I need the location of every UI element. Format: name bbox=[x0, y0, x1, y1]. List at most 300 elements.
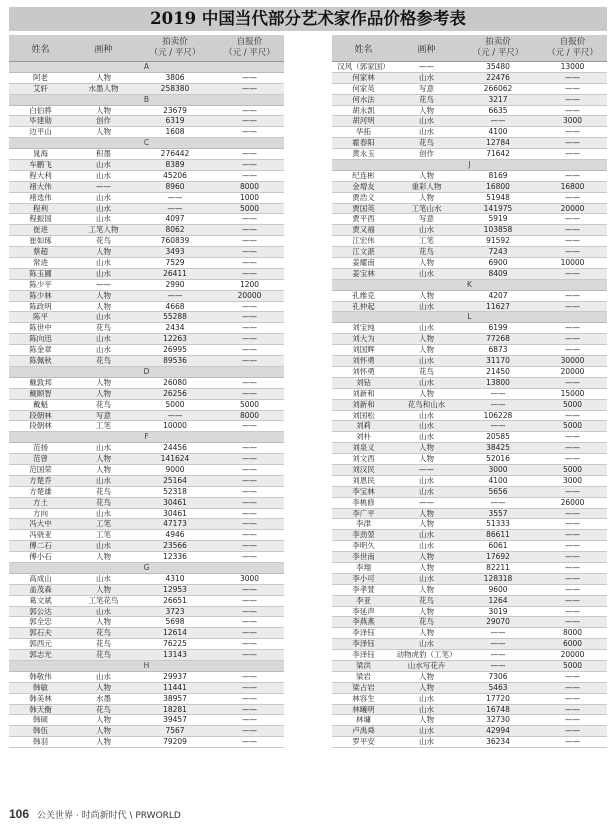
artist-name: 华拓 bbox=[356, 127, 371, 137]
table-row bbox=[9, 628, 284, 639]
table-row bbox=[9, 552, 284, 563]
self-price: —— bbox=[565, 443, 580, 453]
table-row bbox=[9, 683, 284, 694]
artist-name: 方楚乔 bbox=[29, 475, 52, 485]
auction-price: 3217 bbox=[488, 94, 508, 104]
painting-type: 人物 bbox=[96, 552, 111, 562]
painting-type: 山水 bbox=[96, 573, 111, 583]
self-price: —— bbox=[242, 421, 257, 431]
self-price: 20000 bbox=[560, 366, 585, 376]
painting-type: 花鸟 bbox=[419, 366, 434, 376]
self-price: 10000 bbox=[560, 258, 585, 268]
painting-type: 人物 bbox=[419, 562, 434, 572]
self-price: —— bbox=[565, 225, 580, 235]
artist-name: 陈向迅 bbox=[29, 334, 52, 344]
artist-name: 段朝林 bbox=[29, 410, 52, 420]
auction-price: 6635 bbox=[488, 105, 508, 115]
table-row bbox=[9, 258, 284, 269]
artist-name: 李世南 bbox=[352, 552, 375, 562]
auction-price: 5698 bbox=[165, 617, 185, 627]
painting-type: 人物 bbox=[419, 454, 434, 464]
self-price: —— bbox=[565, 410, 580, 420]
self-price: —— bbox=[242, 486, 257, 496]
painting-type: 人物 bbox=[419, 105, 434, 115]
artist-name: 刘钻 bbox=[356, 377, 371, 387]
artist-name: 陈政明 bbox=[29, 301, 52, 311]
table-row bbox=[9, 269, 284, 280]
auction-price: 5919 bbox=[488, 214, 508, 224]
table-row bbox=[332, 193, 607, 204]
auction-price: 258380 bbox=[160, 83, 190, 93]
self-price: —— bbox=[242, 83, 257, 93]
table-row bbox=[9, 312, 284, 323]
letter-divider: H bbox=[9, 661, 284, 672]
artist-name: 何家林 bbox=[352, 72, 375, 82]
header-self-title: 自报价 bbox=[559, 37, 586, 47]
artist-name: 戴顺智 bbox=[29, 388, 52, 398]
table-row bbox=[9, 323, 284, 334]
self-price: 5000 bbox=[562, 660, 583, 670]
self-price: —— bbox=[242, 628, 257, 638]
painting-type: 积墨 bbox=[96, 149, 111, 159]
auction-price: 38425 bbox=[486, 443, 510, 453]
table-row bbox=[9, 345, 284, 356]
auction-price: —— bbox=[167, 290, 183, 300]
auction-price: 51948 bbox=[486, 192, 510, 202]
artist-name: 江文湛 bbox=[352, 247, 375, 257]
artist-name: 陈玉圃 bbox=[29, 268, 52, 278]
artist-name: 李宝林 bbox=[352, 486, 375, 496]
self-price: —— bbox=[565, 214, 580, 224]
table-row bbox=[332, 726, 607, 737]
self-price: —— bbox=[242, 214, 257, 224]
painting-type: 人物 bbox=[96, 290, 111, 300]
artist-name: 孔维克 bbox=[352, 290, 375, 300]
artist-name: 阿老 bbox=[33, 72, 48, 82]
self-price: —— bbox=[242, 72, 257, 82]
artist-name: 金增友 bbox=[352, 181, 375, 191]
painting-type: 水墨人物 bbox=[88, 83, 119, 93]
auction-price: 3557 bbox=[488, 508, 508, 518]
artist-name: 韩天衡 bbox=[29, 704, 52, 714]
table-row bbox=[9, 411, 284, 422]
artist-name: 陈少平 bbox=[29, 279, 52, 289]
letter-divider: C bbox=[9, 138, 284, 149]
painting-type: 山水 bbox=[96, 671, 111, 681]
self-price: —— bbox=[242, 225, 257, 235]
self-price: —— bbox=[242, 682, 257, 692]
painting-type: 人物 bbox=[96, 617, 111, 627]
artist-name: 郭公达 bbox=[29, 606, 52, 616]
auction-price: 5000 bbox=[165, 399, 185, 409]
table-row bbox=[9, 106, 284, 117]
table-row bbox=[9, 574, 284, 585]
painting-type: 人物 bbox=[96, 105, 111, 115]
table-row bbox=[332, 84, 607, 95]
auction-price: 55288 bbox=[163, 312, 187, 322]
painting-type: 山水 bbox=[96, 606, 111, 616]
painting-type: 动物虎豹（工笔） bbox=[396, 650, 457, 660]
table-row bbox=[9, 443, 284, 454]
artist-name: 范曾 bbox=[33, 454, 48, 464]
painting-type: 山水 bbox=[419, 693, 434, 703]
auction-price: 17692 bbox=[486, 552, 510, 562]
auction-price: 10000 bbox=[163, 421, 187, 431]
painting-type: 花鸟 bbox=[419, 138, 434, 148]
painting-type: 山水 bbox=[419, 268, 434, 278]
self-price: 20000 bbox=[237, 290, 262, 300]
table-row bbox=[332, 138, 607, 149]
auction-price: —— bbox=[490, 421, 506, 431]
table-row bbox=[332, 247, 607, 258]
artist-name: 李孝萱 bbox=[352, 584, 375, 594]
self-price: —— bbox=[242, 116, 257, 126]
table-header bbox=[332, 35, 607, 62]
self-price: —— bbox=[242, 530, 257, 540]
table-row bbox=[332, 552, 607, 563]
table-row bbox=[332, 509, 607, 520]
letter-divider: D bbox=[9, 367, 284, 378]
header-self-unit: （元 / 平尺） bbox=[224, 48, 275, 58]
artist-name: 李燕燕 bbox=[352, 617, 375, 627]
artist-name: 贾国英 bbox=[352, 203, 375, 213]
self-price: —— bbox=[242, 258, 257, 268]
painting-type: 人物 bbox=[96, 388, 111, 398]
page-footer bbox=[9, 806, 181, 822]
table-row bbox=[9, 73, 284, 84]
auction-price: 52318 bbox=[163, 486, 187, 496]
painting-type: 山水 bbox=[96, 192, 111, 202]
table-row bbox=[9, 487, 284, 498]
painting-type: 花鸟 bbox=[419, 247, 434, 257]
artist-name: 边平山 bbox=[29, 127, 52, 137]
self-price: 5000 bbox=[562, 399, 583, 409]
self-price: 13000 bbox=[560, 62, 585, 71]
table-row bbox=[332, 563, 607, 574]
artist-name: 崔如琢 bbox=[29, 236, 52, 246]
artist-name: 纪连彬 bbox=[352, 170, 375, 180]
auction-price: 9600 bbox=[488, 584, 508, 594]
table-row bbox=[9, 694, 284, 705]
artist-name: 贾平西 bbox=[352, 214, 375, 224]
self-price: 26000 bbox=[560, 497, 585, 507]
table-row bbox=[332, 116, 607, 127]
artist-name: 林墉 bbox=[356, 715, 371, 725]
painting-type: 工笔 bbox=[96, 519, 111, 529]
auction-price: —— bbox=[167, 203, 183, 213]
auction-price: 3806 bbox=[165, 72, 185, 82]
self-price: 3000 bbox=[562, 475, 583, 485]
self-price: —— bbox=[565, 192, 580, 202]
table-row bbox=[9, 705, 284, 716]
painting-type: 人物 bbox=[96, 127, 111, 137]
self-price: —— bbox=[242, 671, 257, 681]
self-price: —— bbox=[565, 562, 580, 572]
table-row bbox=[9, 617, 284, 628]
auction-price: 89536 bbox=[163, 356, 187, 366]
artist-name: 褚大伟 bbox=[29, 181, 52, 191]
table-row bbox=[9, 476, 284, 487]
auction-price: 7529 bbox=[165, 258, 185, 268]
price-table-left bbox=[9, 35, 284, 800]
table-row bbox=[9, 530, 284, 541]
auction-price: 276442 bbox=[160, 149, 190, 159]
table-row bbox=[332, 639, 607, 650]
painting-type: 写意 bbox=[96, 410, 111, 420]
painting-type: 工笔 bbox=[96, 530, 111, 540]
header-name: 姓名 bbox=[354, 44, 373, 55]
auction-price: 77268 bbox=[486, 334, 510, 344]
table-row bbox=[9, 672, 284, 683]
auction-price: 12784 bbox=[486, 138, 510, 148]
auction-price: 8169 bbox=[488, 170, 508, 180]
table-row bbox=[332, 73, 607, 84]
self-price: —— bbox=[242, 149, 257, 159]
painting-type: 山水 bbox=[419, 421, 434, 431]
auction-price: 11627 bbox=[486, 301, 510, 311]
artist-name: 方向 bbox=[33, 508, 48, 518]
self-price: 6000 bbox=[562, 639, 583, 649]
self-price: —— bbox=[565, 432, 580, 442]
artist-name: 霍春阳 bbox=[352, 138, 375, 148]
table-row bbox=[9, 84, 284, 95]
auction-price: —— bbox=[490, 639, 506, 649]
table-row bbox=[9, 280, 284, 291]
header-auction bbox=[458, 35, 538, 61]
auction-price: 4097 bbox=[165, 214, 185, 224]
table-row bbox=[9, 116, 284, 127]
table-row bbox=[332, 465, 607, 476]
table-row bbox=[332, 585, 607, 596]
artist-name: 姜耀南 bbox=[352, 258, 375, 268]
table-row bbox=[9, 715, 284, 726]
painting-type: 人物 bbox=[419, 388, 434, 398]
letter-divider: G bbox=[9, 563, 284, 574]
self-price: —— bbox=[565, 584, 580, 594]
painting-type: 山水 bbox=[419, 225, 434, 235]
painting-type: 工笔人物 bbox=[88, 225, 119, 235]
table-row bbox=[332, 432, 607, 443]
artist-name: 常进 bbox=[33, 258, 48, 268]
painting-type: 重彩人物 bbox=[411, 181, 442, 191]
table-row bbox=[332, 454, 607, 465]
self-price: —— bbox=[242, 160, 257, 170]
auction-price: 13143 bbox=[163, 650, 187, 660]
self-price: —— bbox=[565, 345, 580, 355]
painting-type: 山水 bbox=[419, 377, 434, 387]
table-row bbox=[332, 291, 607, 302]
price-table-right bbox=[332, 35, 607, 800]
painting-type: 花鸟 bbox=[96, 628, 111, 638]
header-auction-title: 拍卖价 bbox=[485, 37, 511, 47]
table-row bbox=[9, 498, 284, 509]
table-row bbox=[332, 574, 607, 585]
self-price: —— bbox=[565, 519, 580, 529]
artist-name: 傅小石 bbox=[29, 552, 52, 562]
auction-price: 26080 bbox=[163, 377, 187, 387]
auction-price: 82211 bbox=[486, 562, 510, 572]
artist-name: 蔡超 bbox=[33, 247, 48, 257]
self-price: 5000 bbox=[239, 203, 260, 213]
auction-price: 18281 bbox=[163, 704, 187, 714]
artist-name: 葛文斌 bbox=[29, 595, 52, 605]
table-row bbox=[332, 628, 607, 639]
painting-type: 山水 bbox=[419, 127, 434, 137]
artist-name: 李泽钰 bbox=[352, 650, 375, 660]
painting-type: 人物 bbox=[96, 464, 111, 474]
painting-type: 人物 bbox=[419, 628, 434, 638]
auction-price: 31170 bbox=[486, 356, 510, 366]
table-row bbox=[332, 182, 607, 193]
painting-type: 花鸟 bbox=[96, 236, 111, 246]
artist-name: 程利 bbox=[33, 203, 48, 213]
letter-divider: L bbox=[332, 312, 607, 323]
painting-type: 人物 bbox=[96, 584, 111, 594]
artist-name: 孔仲起 bbox=[352, 301, 375, 311]
self-price: —— bbox=[242, 388, 257, 398]
header-self bbox=[215, 35, 284, 61]
artist-name: 李津 bbox=[356, 519, 371, 529]
auction-price: 128318 bbox=[483, 573, 513, 583]
header-kind: 画种 bbox=[94, 44, 113, 55]
painting-type: 山水 bbox=[419, 737, 434, 747]
painting-type: 山水 bbox=[419, 72, 434, 82]
artist-name: 韩硕 bbox=[33, 715, 48, 725]
artist-name: 刘国松 bbox=[352, 410, 375, 420]
auction-price: 26651 bbox=[163, 595, 187, 605]
self-price: 8000 bbox=[239, 410, 260, 420]
auction-price: 36234 bbox=[486, 737, 510, 747]
table-row bbox=[9, 160, 284, 171]
auction-price: —— bbox=[490, 660, 506, 670]
auction-price: 4100 bbox=[488, 475, 508, 485]
self-price: —— bbox=[242, 541, 257, 551]
table-row bbox=[332, 705, 607, 716]
self-price: —— bbox=[242, 704, 257, 714]
artist-name: 梁岩 bbox=[356, 671, 371, 681]
artist-name: 傅二石 bbox=[29, 541, 52, 551]
table-row bbox=[332, 334, 607, 345]
table-row bbox=[332, 421, 607, 432]
artist-name: 刘怀勇 bbox=[352, 366, 375, 376]
table-row bbox=[9, 607, 284, 618]
auction-price: 16748 bbox=[486, 704, 510, 714]
painting-type: 人物 bbox=[96, 301, 111, 311]
artist-name: 毕建勋 bbox=[29, 116, 52, 126]
painting-type: 山水 bbox=[96, 203, 111, 213]
artist-name: 韩敏 bbox=[33, 682, 48, 692]
auction-price: 1608 bbox=[165, 127, 185, 137]
table-row bbox=[332, 672, 607, 683]
self-price: —— bbox=[242, 497, 257, 507]
artist-name: 戴敦邦 bbox=[29, 377, 52, 387]
auction-price: 23679 bbox=[163, 105, 187, 115]
table-row bbox=[332, 214, 607, 225]
auction-price: 91592 bbox=[486, 236, 510, 246]
artist-name: 梁占岩 bbox=[352, 682, 375, 692]
painting-type: 人物 bbox=[419, 671, 434, 681]
self-price: —— bbox=[242, 584, 257, 594]
self-price: —— bbox=[565, 268, 580, 278]
table-row bbox=[9, 182, 284, 193]
self-price: 5000 bbox=[239, 399, 260, 409]
table-row bbox=[332, 236, 607, 247]
painting-type: 人物 bbox=[96, 682, 111, 692]
painting-type: 工笔花鸟 bbox=[88, 595, 119, 605]
auction-price: 52016 bbox=[486, 454, 510, 464]
table-row bbox=[332, 607, 607, 618]
auction-price: 22476 bbox=[486, 72, 510, 82]
artist-name: 李延声 bbox=[352, 606, 375, 616]
auction-price: —— bbox=[167, 192, 183, 202]
artist-name: 韩伍 bbox=[33, 726, 48, 736]
self-price: —— bbox=[242, 464, 257, 474]
table-row bbox=[332, 127, 607, 138]
self-price: —— bbox=[565, 83, 580, 93]
auction-price: 21450 bbox=[486, 366, 510, 376]
painting-type: 工笔 bbox=[419, 236, 434, 246]
self-price: —— bbox=[565, 236, 580, 246]
auction-price: 29937 bbox=[163, 671, 187, 681]
header-name: 姓名 bbox=[31, 44, 50, 55]
table-row bbox=[9, 236, 284, 247]
self-price: —— bbox=[565, 290, 580, 300]
auction-price: 23566 bbox=[163, 541, 187, 551]
artist-name: 刘泉义 bbox=[352, 443, 375, 453]
auction-price: 5656 bbox=[488, 486, 508, 496]
artist-name: 韩羽 bbox=[33, 737, 48, 747]
self-price: —— bbox=[565, 138, 580, 148]
self-price: —— bbox=[565, 72, 580, 82]
painting-type: —— bbox=[96, 279, 111, 289]
artist-name: 李桃修 bbox=[352, 497, 375, 507]
self-price: —— bbox=[242, 650, 257, 660]
artist-name: 高成山 bbox=[29, 573, 52, 583]
self-price: —— bbox=[242, 715, 257, 725]
painting-type: 花鸟 bbox=[96, 497, 111, 507]
painting-type: 人物 bbox=[419, 682, 434, 692]
painting-type: 人物 bbox=[419, 584, 434, 594]
table-row bbox=[9, 541, 284, 552]
auction-price: 45206 bbox=[163, 170, 187, 180]
footer-text: 公关世界 · 时尚新时代 \ PRWORLD bbox=[37, 810, 181, 821]
artist-name: 陈平 bbox=[33, 312, 48, 322]
self-price: —— bbox=[565, 323, 580, 333]
artist-name: 刘新和 bbox=[352, 388, 375, 398]
painting-type: 山水 bbox=[419, 573, 434, 583]
table-row bbox=[332, 683, 607, 694]
artist-name: 梁洪 bbox=[356, 660, 371, 670]
painting-type: 花鸟 bbox=[96, 639, 111, 649]
table-row bbox=[332, 378, 607, 389]
self-price: —— bbox=[565, 508, 580, 518]
artist-name: 李明久 bbox=[352, 541, 375, 551]
table-row bbox=[332, 476, 607, 487]
painting-type: 花鸟 bbox=[419, 595, 434, 605]
artist-name: 陈佩秋 bbox=[29, 356, 52, 366]
painting-type: 山水 bbox=[419, 541, 434, 551]
header-self-unit: （元 / 平尺） bbox=[547, 48, 598, 58]
artist-name: 李小可 bbox=[352, 573, 375, 583]
table-row bbox=[9, 149, 284, 160]
table-row bbox=[332, 323, 607, 334]
self-price: —— bbox=[242, 639, 257, 649]
self-price: —— bbox=[242, 301, 257, 311]
self-price: —— bbox=[242, 508, 257, 518]
self-price: 1000 bbox=[239, 192, 260, 202]
table-row bbox=[332, 269, 607, 280]
artist-name: 胡河明 bbox=[352, 116, 375, 126]
